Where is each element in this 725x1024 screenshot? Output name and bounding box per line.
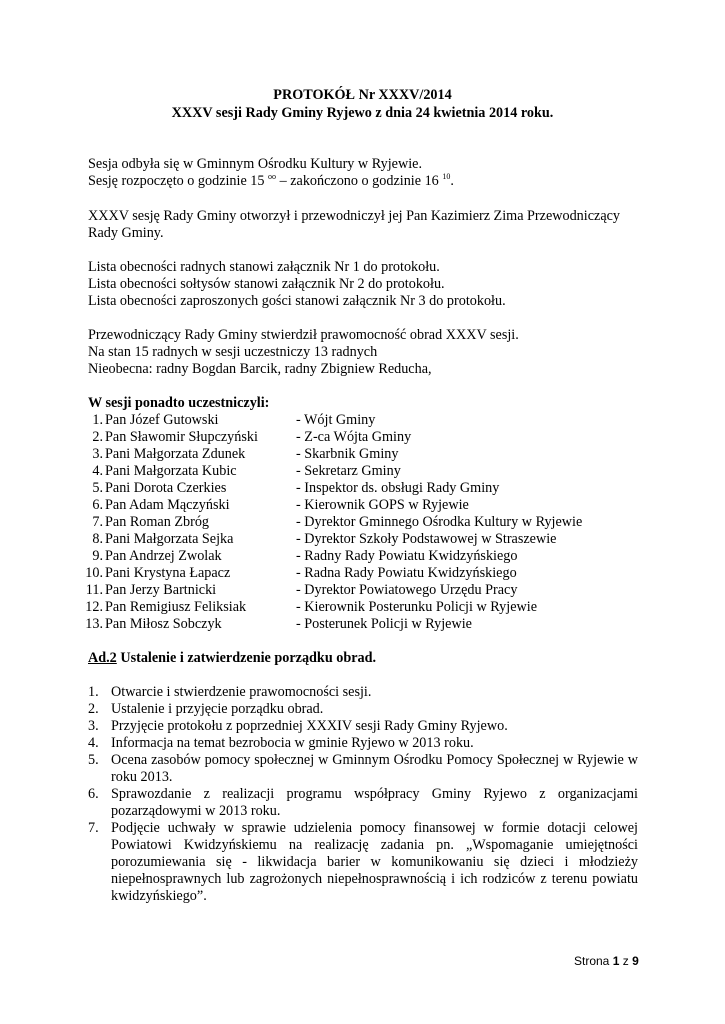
agenda-heading: Ad.2 Ustalenie i zatwierdzenie porządku obrad. [88,650,377,666]
quorum-line-1: Przewodniczący Rady Gminy stwierdził prawomocność obrad XXXV sesji. [88,327,519,343]
participant-row: 6. Pan Adam Mączyński - Kierownik GOPS w Ryjewie [92,497,469,513]
participant-row: 8. Pani Małgorzata Sejka - Dyrektor Szkoły Podstawowej w Straszewie [92,531,557,547]
document-subtitle: XXXV sesji Rady Gminy Ryjewo z dnia 24 kwietnia 2014 roku. [171,105,554,121]
session-times: Sesję rozpoczęto o godzinie 15 $^{oo}$ – zakończono o godzinie 16 $^{10}$. [88,172,454,189]
participants-heading: W sesji ponadto uczestniczyli: [88,395,270,411]
participant-row: 9. Pan Andrzej Zwolak - Radny Rady Powiatu Kwidzyńskiego [92,548,518,564]
participant-row: 2. Pan Sławomir Słupczyński - Z-ca Wójta Gminy [92,429,412,445]
participant-row: 3. Pani Małgorzata Zdunek - Skarbnik Gminy [92,446,399,462]
document-page: PROTOKÓŁ Nr XXXV/2014 XXXV sesji Rady Gminy Ryjewo z dnia 24 kwietnia 2014 roku. Sesja odbyła się w Gminnym Ośrodku Kultury w Ryjewie. Sesję rozpoczęto o godzinie 15 $^{oo}$ – zakończono o godzinie 16 $^{10}$. XXXV sesję Rady Gminy otworzył i przewodniczył jej Pan Kazimierz Zima Przewodniczący Rady Gminy. Lista obecności radnych stanowi załącznik Nr 1 do protokołu. Lista obecności sołtysów stanowi załącznik Nr 2 do protokołu. Lista obecności zaproszonych gości stanowi załącznik Nr 3 do protokołu. Przewodniczący Rady Gminy stwierdził prawomocność obrad XXXV sesji. Na stan 15 radnych w sesji uczestniczy 13 radnych Nieobecna: radny Bogdan Barcik, radny Zbigniew Reducha, W sesji ponadto uczestniczyli: 1. Pan Józef Gutowski - Wójt Gminy 2. Pan Sławomir Słupczyński - Z-ca Wójta Gminy 3. Pani Małgorzata Zdunek - Skarbnik Gminy 4. Pani Małgorzata Kubic - Sekretarz Gminy 5. Pani Dorota Czerkies - Inspektor ds. obsługi Rady Gminy 6. Pan Adam Mączyński - Kierownik GOPS w Ryjewie 7. Pan Roman Zbróg - Dyrektor Gminnego Ośrodka Kultury w Ryjewie 8. Pani Małgorzata Sejka - Dyrektor Szkoły Podstawowej w Straszewie 9. Pan Andrzej Zwolak - Radny Rady Powiatu Kwidzyńskiego 10. Pani Krystyna Łapacz - Radna Rady Powiatu Kwidzyńskiego 11. Pan Jerzy Bartnicki - Dyrektor Powiatowego Urzędu Pracy 12. Pan Remigiusz Feliksiak - Kierownik Posterunku Policji w Ryjewie 13. Pan Miłosz Sobczyk - Posterunek Policji w Ryjewie Ad.2 Ustalenie i zatwierdzenie porządku obrad. 1. Otwarcie i stwierdzenie prawomocności sesji. 2. Ustalenie i przyjęcie porządku obrad. 3. Przyjęcie protokołu z poprzedniej XXXIV sesji Rady Gminy Ryjewo. 4. Informacja na temat bezrobocia w gminie Ryjewo w 2013 roku. 5. Ocena zasobów pomocy społecznej w Gminnym Ośrodku Pomocy Społecznej w Ryjewie w roku 2013. 6. Sprawozdanie z realizacji programu współpracy Gminy Ryjewo z organizacjami pozarządowymi w 2013 roku. 7. Podjęcie uchwały w sprawie udzielenia pomocy finansowej w formie dotacji celowej Powiatowi Kwidzyńskiemu na realizację zadania pn. „Wspomaganie umiejętności porozumiewania się - likwidacja barier w komunikowaniu się dzieci i młodzieży niepełnosprawnych lub zagrożonych niepełnosprawnością i ich rodziców z terenu powiatu kwidzyńskiego”. Strona 1 z 9 [0,0,725,1024]
participant-row: 10. Pani Krystyna Łapacz - Radna Rady Powiatu Kwidzyńskiego [85,565,517,581]
participant-row: 4. Pani Małgorzata Kubic - Sekretarz Gminy [92,463,401,479]
participant-row: 11. Pan Jerzy Bartnicki - Dyrektor Powiatowego Urzędu Pracy [85,582,518,598]
page-footer: Strona 1 z 9 [574,954,639,968]
attendance-list-2: Lista obecności sołtysów stanowi załącznik Nr 2 do protokołu. [88,276,445,292]
participant-row: 13. Pan Miłosz Sobczyk - Posterunek Policji w Ryjewie [85,616,472,632]
session-location: Sesja odbyła się w Gminnym Ośrodku Kultury w Ryjewie. [88,156,422,172]
participant-row: 12. Pan Remigiusz Feliksiak - Kierownik Posterunku Policji w Ryjewie [85,599,537,615]
opened-by-line-1: XXXV sesję Rady Gminy otworzył i przewodniczył jej Pan Kazimierz Zima Przewodniczący [88,208,621,224]
participant-row: 1. Pan Józef Gutowski - Wójt Gminy [92,412,376,428]
attendance-list-1: Lista obecności radnych stanowi załącznik Nr 1 do protokołu. [88,259,440,275]
participant-row: 5. Pani Dorota Czerkies - Inspektor ds. obsługi Rady Gminy [92,480,500,496]
attendance-list-3: Lista obecności zaproszonych gości stanowi załącznik Nr 3 do protokołu. [88,293,506,309]
quorum-line-2: Na stan 15 radnych w sesji uczestniczy 13 radnych [88,344,378,360]
participant-row: 7. Pan Roman Zbróg - Dyrektor Gminnego Ośrodka Kultury w Ryjewie [92,514,583,530]
quorum-line-3: Nieobecna: radny Bogdan Barcik, radny Zbigniew Reducha, [88,361,432,377]
document-title: PROTOKÓŁ Nr XXXV/2014 [273,87,452,103]
opened-by-line-2: Rady Gminy. [88,225,164,241]
